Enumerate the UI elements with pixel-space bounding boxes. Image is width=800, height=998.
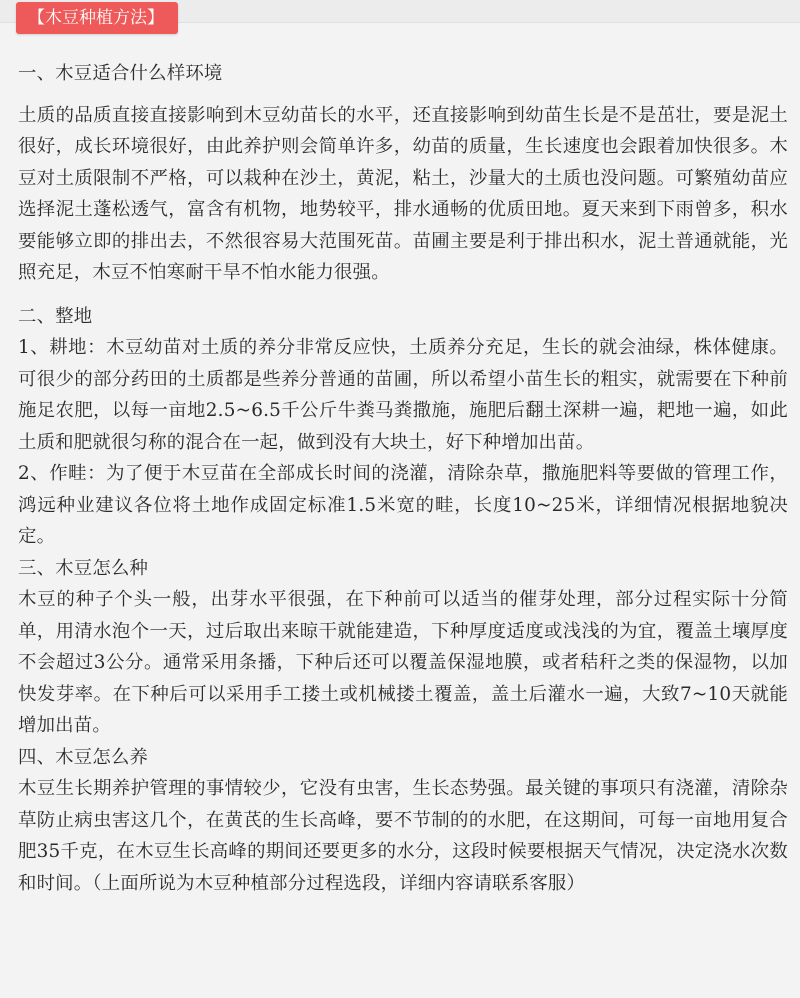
- section-heading-planting: 三、木豆怎么种: [18, 557, 149, 579]
- article-content: [18, 58, 788, 899]
- paragraph-plowing: 1、耕地：木豆幼苗对土质的养分非常反应快，土质养分充足，生长的就会油绿，株体健康。可很少的部分药田的土质都是些养分普通的苗圃，所以希望小苗生长的粗实，就需要在下种前施足农肥，以每一亩地2.5~6.5千公斤牛粪马粪撒施，施肥后翻土深耕一遍，耙地一遍，如此土质和肥就很匀称的混合在一起，做到没有大块土，好下种增加出苗。: [18, 337, 788, 453]
- paragraph-planting: 木豆的种子个头一般，出芽水平很强，在下种前可以适当的催芽处理，部分过程实际十分简单，用清水泡个一天，过后取出来晾干就能建造，下种厚度适度或浅浅的为宜，覆盖土壤厚度不会超过3公分。通常采用条播，下种后还可以覆盖保湿地膜，或者秸秆之类的保湿物，以加快发芽率。在下种后可以采用手工搂土或机械搂土覆盖，盖土后灌水一遍，大致7~10天就能增加出苗。: [18, 589, 788, 736]
- section-heading-land-prep: 二、整地: [18, 305, 93, 327]
- paragraph-ridging: 2、作畦：为了便于木豆苗在全部成长时间的浇灌，清除杂草，撒施肥料等要做的管理工作，鸿远种业建议各位将土地作成固定标准1.5米宽的畦，长度10~25米，详细情况根据地貌决定。: [18, 463, 788, 547]
- section-heading-environment: 一、木豆适合什么样环境: [18, 63, 223, 84]
- section-heading-care: 四、木豆怎么养: [18, 746, 149, 768]
- paragraph-care: 木豆生长期养护管理的事情较少，它没有虫害，生长态势强。最关键的事项只有浇灌，清除杂草防止病虫害这几个，在黄芪的生长高峰，要不节制的的水肥，在这期间，可每一亩地用复合肥35千克，在木豆生长高峰的期间还要更多的水分，这段时候要根据天气情况，决定浇水次数和时间。（上面所说为木豆种植部分过程选段，详细内容请联系客服）: [18, 778, 788, 894]
- paragraph-environment: 土质的品质直接直接影响到木豆幼苗长的水平，还直接影响到幼苗生长是不是茁壮，要是泥土很好，成长环境很好，由此养护则会简单许多，幼苗的质量，生长速度也会跟着加快很多。木豆对土质限制不严格，可以栽种在沙土，黄泥，粘土，沙量大的土质也没问题。可繁殖幼苗应选择泥土蓬松透气，富含有机物，地势较平，排水通畅的优质田地。夏天来到下雨曾多，积水要能够立即的排出去，不然很容易大范围死苗。苗圃主要是利于排出积水，泥土普通就能，光照充足，木豆不怕寒耐干旱不怕水能力很强。: [18, 104, 788, 283]
- title-tag: 【木豆种植方法】: [16, 2, 178, 34]
